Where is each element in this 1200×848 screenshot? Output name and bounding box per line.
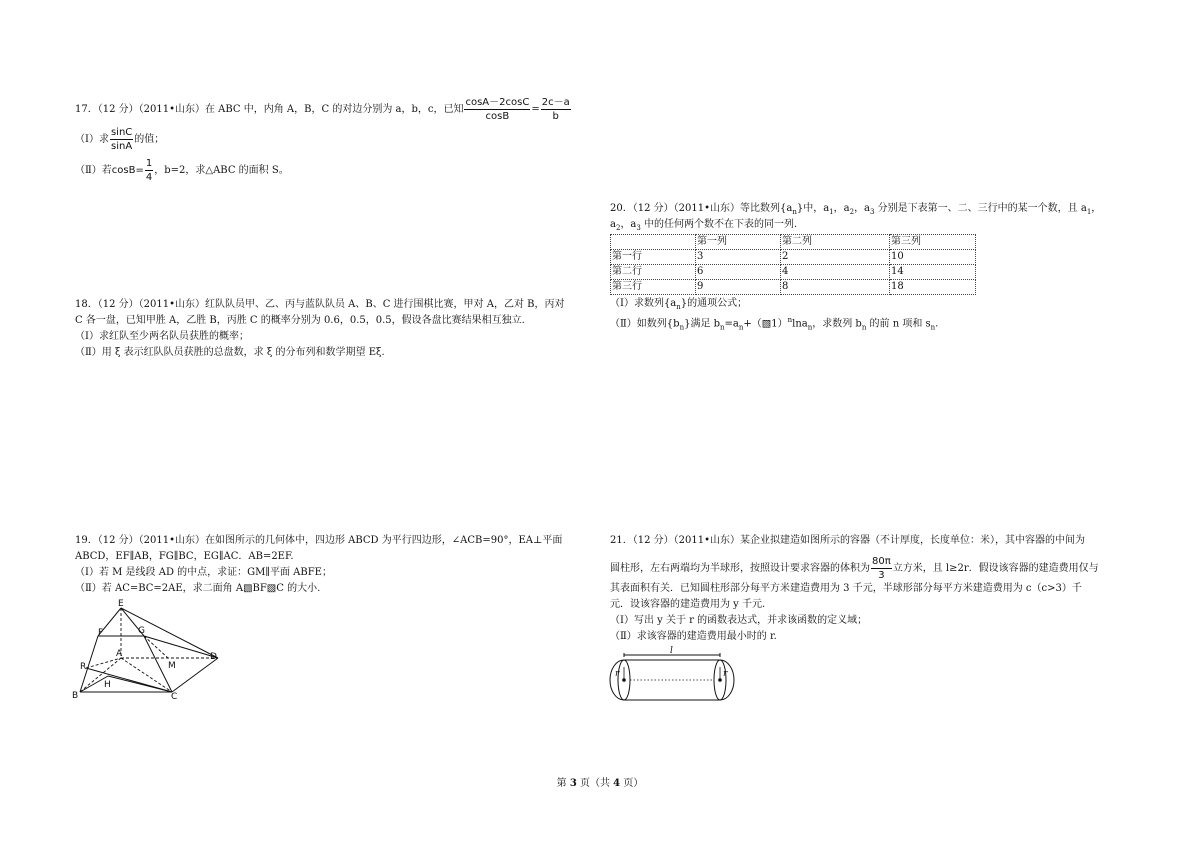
q19-line2: ABCD，EF∥AB，FG∥BC，EG∥AC．AB=2EF.: [75, 551, 294, 562]
fig19-label-b: B: [72, 691, 79, 701]
table-cell: [611, 235, 696, 250]
q21-volume-frac: $\frac{80\pi}{3}$: [872, 556, 891, 581]
q21-line4: 元．设该容器的建造费用为 y 千元.: [610, 599, 766, 610]
q21-line2: 圆柱形，左右两端均为半球形，按照设计要求容器的体积为 $\frac{80\pi}{3}$ 立方米，且 l≥2r．假设该容器的建造费用仅与: [610, 556, 1099, 581]
q18-part2: （Ⅱ）用 ξ 表示红队队员获胜的总盘数，求 ξ 的分布列和数学期望 Eξ.: [75, 347, 385, 358]
fig19-label-a: A: [116, 649, 123, 659]
table-cell: 9: [696, 280, 781, 295]
fig19-label-m: M: [168, 661, 176, 671]
table-cell: 3: [696, 250, 781, 265]
table-header-col2: 第二列: [781, 235, 890, 250]
q21-part2: （Ⅱ）求该容器的建造费用最小时的 r.: [610, 631, 777, 642]
q20-part1: （Ⅰ）求数列$\{a_n\}$的通项公式；: [610, 298, 748, 311]
fig19-label-h: H: [104, 680, 111, 690]
q20-part2: （Ⅱ）如数列$\{b_n\}$满足 $b_n=a_n+(▧1)^n\ln a_n$，求数列 $b_n$ 的前 n 项和 $s_n$.: [610, 316, 939, 332]
table-cell: 2: [781, 250, 890, 265]
page-footer: 第 3 页（共 4 页）: [556, 778, 644, 789]
table-cell: 18: [890, 280, 976, 295]
page-total: 4: [613, 778, 621, 789]
q17-p1-frac: $\frac{\sin C}{\sin A}$: [110, 127, 133, 152]
fig19-label-c: C: [171, 692, 178, 702]
table-cell: 4: [781, 265, 890, 280]
fig19-label-e: E: [118, 599, 124, 609]
q21-container-figure: [606, 645, 748, 705]
table-cell: 第三行: [611, 280, 696, 295]
table-header-col1: 第一列: [696, 235, 781, 250]
q21-part1: （Ⅰ）写出 y 关于 r 的函数表达式，并求该函数的定义域；: [610, 615, 868, 626]
table-row: [611, 250, 976, 265]
table-cell: 第二行: [611, 265, 696, 280]
q18-line2: C 各一盘，已知甲胜 A，乙胜 B，丙胜 C 的概率分别为 0.6，0.5，0.5，假设各盘比赛结果相互独立.: [75, 315, 525, 326]
table-header-col3: 第三列: [890, 235, 976, 250]
fig19-label-d: D: [210, 652, 217, 662]
q19-geometry-figure: [68, 596, 228, 706]
q17-part1: （Ⅰ）求 $\frac{\sin C}{\sin A}$ 的值；: [75, 127, 165, 152]
fig21-label-r-left: r: [615, 669, 620, 679]
fig19-label-g: G: [138, 626, 145, 636]
table-cell: 14: [890, 265, 976, 280]
q20-table: [610, 234, 976, 295]
q21-line3: 其表面积有关．已知圆柱形部分每平方米建造费用为 3 千元，半球形部分每平方米建造费用为 c（c>3）千: [610, 583, 1082, 594]
q17-frac1: $\frac{\cos A-2\cos C}{\cos B}$: [465, 97, 530, 122]
q19-part1: （Ⅰ）若 M 是线段 AD 的中点，求证：GM∥平面 ABFE；: [75, 567, 332, 578]
q20-line2: $a_2$，$a_3$ 中的任何两个数不在下表的同一列.: [610, 219, 798, 232]
table-row: [611, 265, 976, 280]
table-cell: 6: [696, 265, 781, 280]
fig19-label-r: R: [80, 662, 87, 672]
q17-part2: （Ⅱ）若cosB= $\frac{1}{4}$ ，b=2，求△ABC 的面积 S。: [75, 158, 289, 183]
fig21-label-r-right: r: [723, 669, 728, 679]
fig21-label-l: l: [670, 646, 673, 656]
q18-line1: 18．（12 分）（2011•山东）红队队员甲、乙、丙与蓝队队员 A、B、C 进行围棋比赛，甲对 A，乙对 B，丙对: [75, 299, 565, 310]
q17-cosb: cosB=: [111, 165, 144, 176]
q17-p2-frac: $\frac{1}{4}$: [145, 158, 153, 183]
q20-line1: 20．（12 分）（2011•山东）等比数列$\{a_n\}$中，$a_1$，$a_2$，$a_3$ 分别是下表第一、二、三行中的某一个数，且 $a_1$，: [610, 203, 1102, 216]
q21-line1: 21．（12 分）（2011•山东）某企业拟建造如图所示的容器（不计厚度，长度单位：米），其中容器的中间为: [610, 535, 1085, 546]
table-cell: 8: [781, 280, 890, 295]
q19-line1: 19．（12 分）（2011•山东）在如图所示的几何体中，四边形 ABCD 为平行四边形，∠ACB=90°，EA⊥平面: [75, 535, 563, 546]
table-row: [611, 235, 976, 250]
q19-part2: （Ⅱ）若 AC=BC=2AE，求二面角 A▧BF▧C 的大小.: [75, 583, 321, 594]
table-row: [611, 280, 976, 295]
table-cell: 10: [890, 250, 976, 265]
fig19-label-f: F: [98, 628, 104, 638]
q17-frac2: $\frac{2c-a}{b}$: [541, 97, 570, 122]
page-number: 3: [569, 778, 577, 789]
table-cell: 第一行: [611, 250, 696, 265]
q17-stem: 17．（12 分）（2011•山东）在 ABC 中，内角 A，B，C 的对边分别为 a，b，c，已知 $\frac{\cos A-2\cos C}{\cos B}$ = $\frac{2c-a}{b}$: [75, 97, 570, 122]
q18-part1: （Ⅰ）求红队至少两名队员获胜的概率；: [75, 331, 249, 342]
